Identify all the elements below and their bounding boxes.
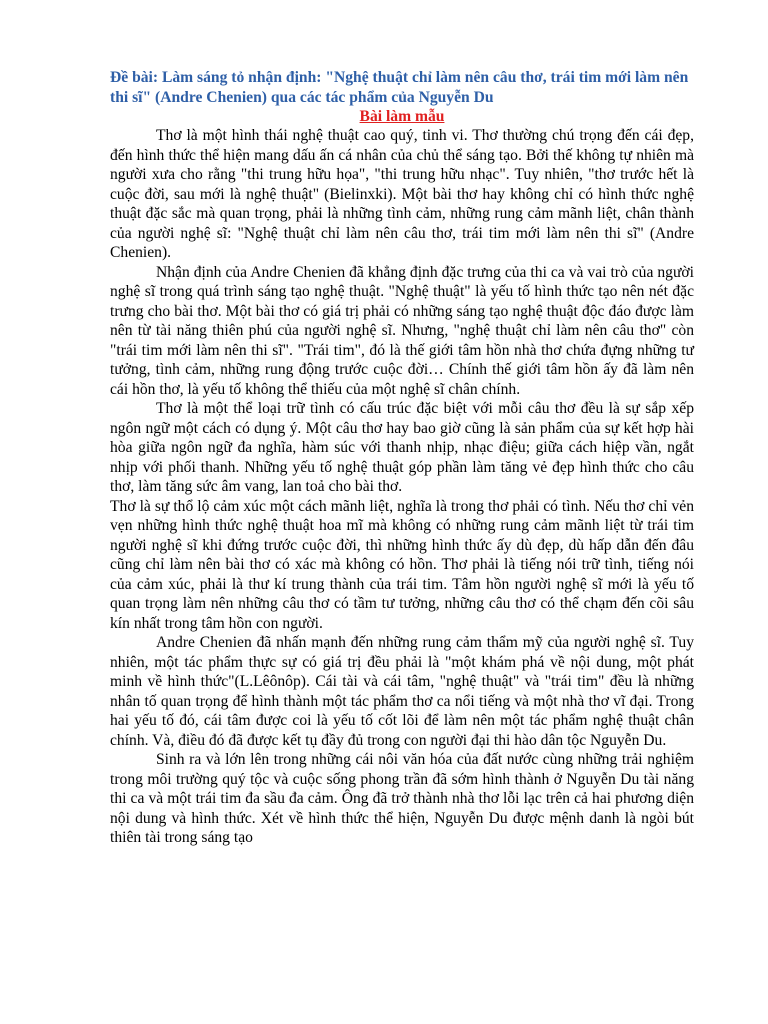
paragraph-6: Sinh ra và lớn lên trong những cái nôi văn hóa của đất nước cùng những trải nghiệm trong môi trường quý tộc và cuộc sống phong trần đã sớm hình thành ở Nguyễn Du tài năng thi ca và một trái tim đa sầu đa cảm. Ông đã trở thành nhà thơ lỗi lạc trên cả hai phương diện nội dung và hình thức. Xét về hình thức thể hiện, Nguyễn Du được mệnh danh là ngòi bút thiên tài trong sáng tạo (110, 751, 694, 846)
paragraph-5: Andre Chenien đã nhấn mạnh đến những rung cảm thẩm mỹ của người nghệ sĩ. Tuy nhiên, một tác phẩm thực sự có giá trị đều phải là "một khám phá về nội dung, một phát minh về hình thức"(L.Lêônôp). Cái tài và cái tâm, "nghệ thuật" và "trái tim" đều là những nhân tố quan trọng để hình thành một tác phẩm thơ ca nổi tiếng và một nhà thơ vĩ đại. Trong hai yếu tố đó, cái tâm được coi là yếu tố cốt lõi để làm nên một tác phẩm nghệ thuật chân chính. Và, điều đó đã được kết tụ đầy đủ trong con người đại thi hào dân tộc Nguyễn Du. (110, 634, 694, 749)
paragraph-4: Thơ là sự thổ lộ cảm xúc một cách mãnh liệt, nghĩa là trong thơ phải có tình. Nếu thơ chỉ vẻn vẹn những hình thức nghệ thuật hoa mĩ mà không có những rung cảm mãnh liệt từ trái tim người nghệ sĩ khi đứng trước cuộc đời, thì những hình thức ấy dù đẹp, dù hấp dẫn đến đâu cũng chỉ làm nên bài thơ có xác mà không có hồn. Thơ phải là tiếng nói trữ tình, tiếng nói của cảm xúc, phải là thư kí trung thành của trái tim. Tâm hồn người nghệ sĩ mới là yếu tố quan trọng làm nên những câu thơ có tầm tư tưởng, những câu thơ có thể chạm đến cõi sâu kín nhất trong tâm hồn con người. (110, 497, 694, 632)
paragraph-3: Thơ là một thể loại trữ tình có cấu trúc đặc biệt với mỗi câu thơ đều là sự sắp xếp ngôn ngữ một cách có dụng ý. Một câu thơ hay bao giờ cũng là sản phẩm của sự kết hợp hài hòa giữa ngôn ngữ đa nghĩa, hàm súc với thanh nhịp, nhạc điệu; giữa cách hiệp vần, ngắt nhịp với phối thanh. Những yếu tố nghệ thuật góp phần làm tăng vẻ đẹp hình thức cho câu thơ, làm tăng sức âm vang, lan toả cho bài thơ. (110, 400, 694, 495)
document-subtitle: Bài làm mẫu (359, 108, 445, 125)
document-page (110, 68, 694, 848)
document-title: Đề bài: Làm sáng tỏ nhận định: "Nghệ thuật chỉ làm nên câu thơ, trái tim mới làm nên thi sĩ" (Andre Chenien) qua các tác phẩm của Nguyễn Du (110, 69, 689, 106)
paragraph-1: Thơ là một hình thái nghệ thuật cao quý, tinh vi. Thơ thường chú trọng đến cái đẹp, đến hình thức thể hiện mang dấu ấn cá nhân của chủ thể sáng tạo. Bởi thế không tự nhiên mà người xưa cho rằng "thi trung hữu họa", "thi trung hữu nhạc". Tuy nhiên, "thơ trước hết là cuộc đời, sau mới là nghệ thuật" (Bielinxki). Một bài thơ hay không chỉ có hình thức nghệ thuật đặc sắc mà quan trọng, phải là những tình cảm, những rung cảm mãnh liệt, chân thành của người nghệ sĩ: "Nghệ thuật chỉ làm nên câu thơ, trái tim mới làm nên thi sĩ" (Andre Chenien). (110, 127, 694, 261)
paragraph-2: Nhận định của Andre Chenien đã khẳng định đặc trưng của thi ca và vai trò của người nghệ sĩ trong quá trình sáng tạo nghệ thuật. "Nghệ thuật" là yếu tố hình thức tạo nên nét đặc trưng cho bài thơ. Một bài thơ có giá trị phải có những sáng tạo nghệ thuật độc đáo được làm nên từ tài năng thiên phú của người nghệ sĩ. Nhưng, "nghệ thuật chỉ làm nên câu thơ" còn "trái tim mới làm nên thi sĩ". "Trái tim", đó là thế giới tâm hồn nhà thơ chứa đựng những tư tưởng, tình cảm, những rung động trước cuộc đời… Chính thế giới tâm hồn ấy đã làm nên cái hồn thơ, là yếu tố không thể thiếu của một nghệ sĩ chân chính. (110, 263, 694, 398)
